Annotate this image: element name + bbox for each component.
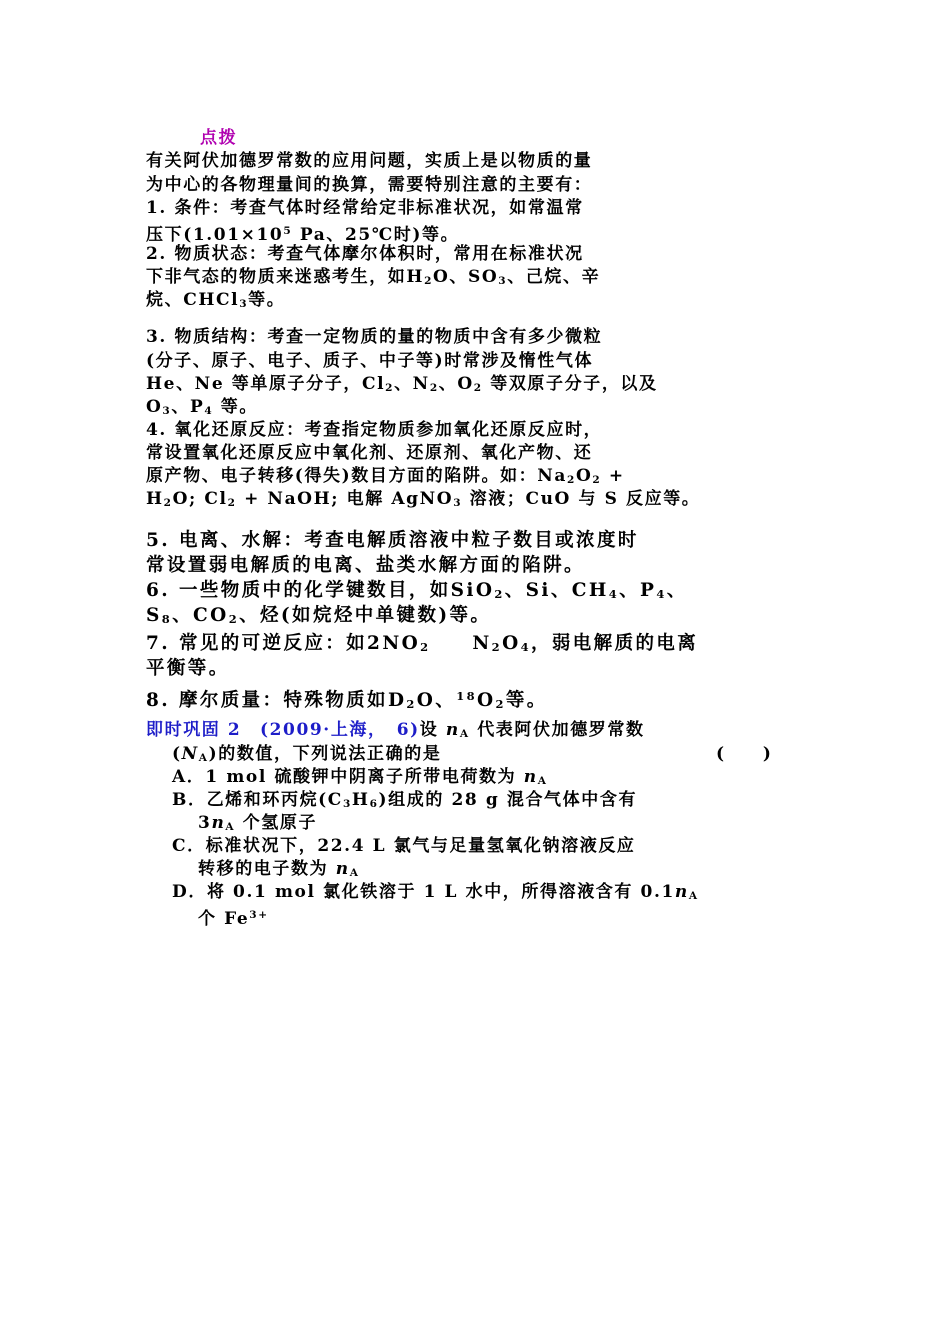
point-3-line-4: $O_3$、$P_4$ 等。 xyxy=(146,397,258,417)
point-4-line-1: 4. 氧化还原反应：考查指定物质参加氧化还原反应时， xyxy=(146,420,603,440)
quiz-question-line-2: $(N_A)$的数值，下列说法正确的是 xyxy=(172,744,442,764)
point-7-line-2: 平衡等。 xyxy=(146,658,230,679)
point-2-line-2: 下非气态的物质来迷惑考生，如$H_2O$、$SO_3$、己烷、辛 xyxy=(146,267,601,287)
hint-title: 点拨 xyxy=(200,128,238,148)
point-5-line-2: 常设置弱电解质的电离、盐类水解方面的陷阱。 xyxy=(146,555,585,576)
point-4-line-4: $H_2O$; $Cl_2$ + NaOH; 电解 AgNO$_3$ 溶液；CuO 与 S 反应等。 xyxy=(146,489,701,509)
point-2-line-1: 2. 物质状态：考查气体摩尔体积时，常用在标准状况 xyxy=(146,244,584,264)
option-d-line-1: D．将 0.1 mol 氯化铁溶于 1 L 水中，所得溶液含有 $0.1n_A$ xyxy=(172,882,699,902)
intro-line-1: 有关阿伏加德罗常数的应用问题，实质上是以物质的量 xyxy=(146,151,593,171)
option-d-line-2: 个 $Fe^{3+}$ xyxy=(198,909,269,929)
point-3-line-3: He、Ne 等单原子分子，$Cl_2$、$N_2$、$O_2$ 等双原子分子，以及 xyxy=(146,374,658,394)
point-2-line-3: 烷、CHCl$_3$等。 xyxy=(146,290,286,310)
option-b-line-2: $3n_A$ 个氢原子 xyxy=(198,813,318,833)
point-5-line-1: 5. 电离、水解：考查电解质溶液中粒子数目或浓度时 xyxy=(146,530,639,551)
answer-parentheses: ( ) xyxy=(716,744,773,764)
point-8-line-1: 8. 摩尔质量：特殊物质如$D_2O$、$^{18}O_2$等。 xyxy=(146,689,548,711)
point-1-line-2: 压下($1.01\times 10^5$ Pa、25℃时)等。 xyxy=(146,225,460,245)
intro-line-2: 为中心的各物理量间的换算，需要特别注意的主要有： xyxy=(146,175,593,195)
option-a: A．1 mol 硫酸钾中阴离子所带电荷数为 $n_A$ xyxy=(172,767,548,787)
point-1-line-1: 1. 条件：考查气体时经常给定非标准状况，如常温常 xyxy=(146,198,584,218)
quiz-label: 即时巩固 2 (2009·上海， 6) xyxy=(146,720,420,740)
option-c-line-1: C．标准状况下，22.4 L 氯气与足量氢氧化钠溶液反应 xyxy=(172,836,636,856)
point-4-line-2: 常设置氧化还原反应中氧化剂、还原剂、氧化产物、还 xyxy=(146,443,593,463)
point-4-line-3: 原产物、电子转移(得失)数目方面的陷阱。如：$Na_2O_2$ + xyxy=(146,466,625,486)
point-6-line-2: $S_8$、$CO_2$、烃(如烷烃中单键数)等。 xyxy=(146,605,492,626)
point-6-line-1: 6. 一些物质中的化学键数目，如SiO$_2$、Si、$CH_4$、$P_4$、 xyxy=(146,580,688,601)
point-7-line-1: 7. 常见的可逆反应：如$2NO_2$ $N_2O_4$，弱电解质的电离 xyxy=(146,633,699,654)
point-3-line-1: 3. 物质结构：考查一定物质的量的物质中含有多少微粒 xyxy=(146,327,603,347)
option-c-line-2: 转移的电子数为 $n_A$ xyxy=(198,859,360,879)
option-b-line-1: B．乙烯和环丙烷$(C_3H_6)$组成的 28 g 混合气体中含有 xyxy=(172,790,638,810)
point-3-line-2: (分子、原子、电子、质子、中子等)时常涉及惰性气体 xyxy=(146,351,594,371)
quiz-question-line-1: 即时巩固 2 (2009·上海， 6)设 $n_A$ 代表阿伏加德罗常数 xyxy=(146,720,645,740)
